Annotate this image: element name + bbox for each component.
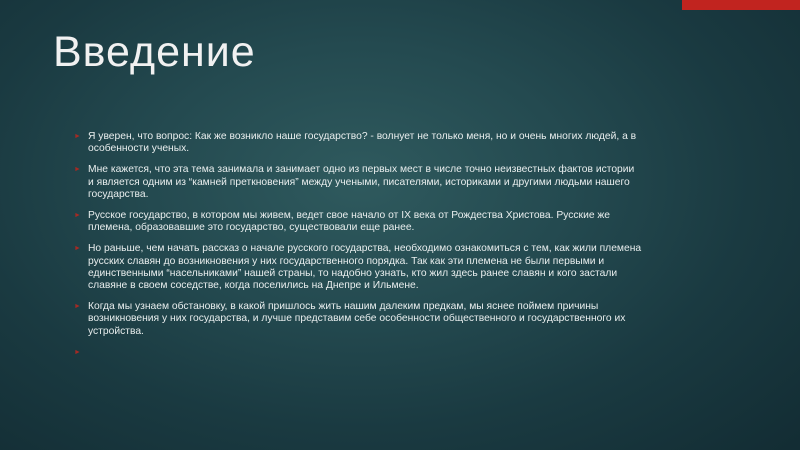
bullet-arrow-icon: ► bbox=[74, 245, 81, 253]
bullet-arrow-icon: ► bbox=[74, 212, 81, 220]
bullet-text: Мне кажется, что эта тема занимала и занимает одно из первых мест в числе точно неизвестных фактов истории и является одним из “камней преткновения” между учеными, писателями, историками и другими людьми нашего государства. bbox=[88, 164, 635, 200]
bullet-arrow-icon: ► bbox=[74, 303, 81, 311]
bullet-text: Но раньше, чем начать рассказ о начале русского государства, необходимо ознакомиться с тем, как жили племена русских славян до возникновения у них государственного порядка. Так как эти племена не были первыми и единственными “насельниками” нашей страны, то надобно узнать, кто жил здесь ранее славян и кого застали славяне в своем соседстве, когда поселились на Днепре и Ильмене. bbox=[88, 243, 642, 292]
bullet-item bbox=[74, 301, 642, 338]
bullet-text: Я уверен, что вопрос: Как же возникло наше государство? - волнует не только меня, но и очень многих людей, а в особенности ученых. bbox=[88, 131, 637, 155]
bullet-item bbox=[74, 243, 642, 292]
bullet-item-empty bbox=[74, 347, 642, 359]
bullet-arrow-icon: ► bbox=[74, 133, 81, 140]
bullet-text bbox=[88, 347, 642, 359]
bullet-item bbox=[74, 164, 642, 201]
accent-bar bbox=[682, 0, 800, 10]
bullet-list bbox=[74, 131, 642, 368]
bullet-item bbox=[74, 131, 642, 155]
bullet-item bbox=[74, 210, 642, 234]
slide-title: Введение bbox=[53, 28, 256, 76]
bullet-text: Когда мы узнаем обстановку, в какой пришлось жить нашим далеким предкам, мы яснее поймем причины возникновения у них государства, и лучше представим себе особенности общественного и государственного их устройства. bbox=[88, 301, 626, 337]
bullet-arrow-icon: ► bbox=[74, 166, 81, 174]
bullet-arrow-icon: ► bbox=[74, 348, 81, 356]
bullet-text: Русское государство, в котором мы живем, ведет свое начало от IX века от Рождества Христова. Русские же племена, образовавшие это государство, существовали еще ранее. bbox=[88, 210, 611, 234]
